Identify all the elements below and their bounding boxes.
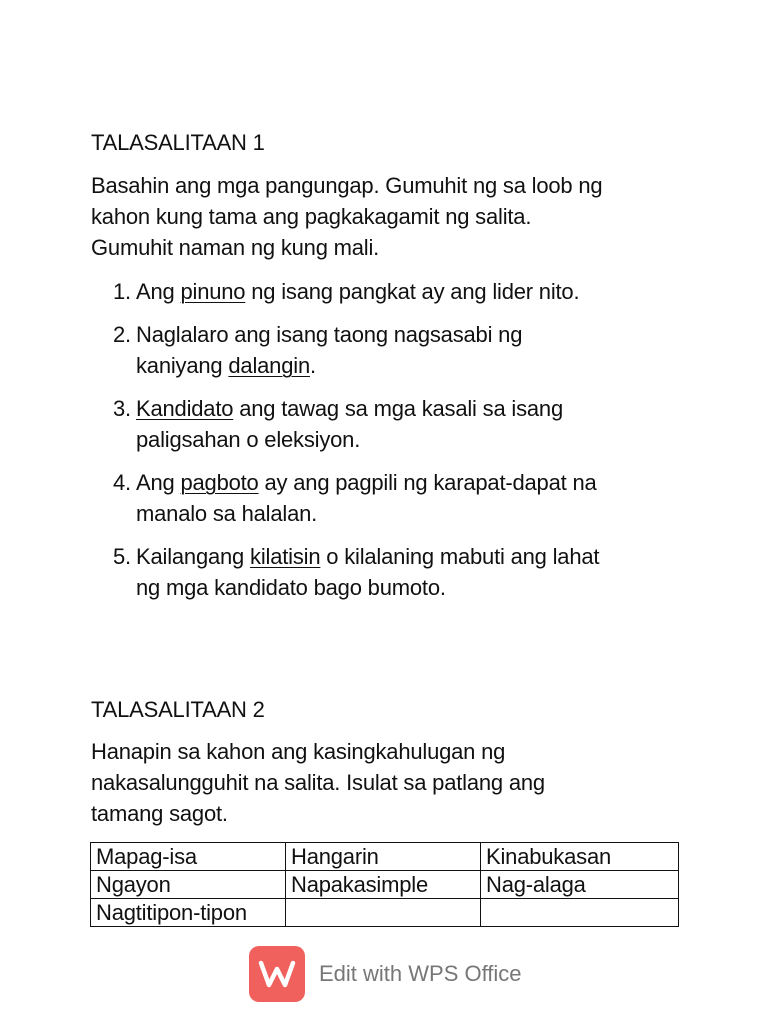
instruction-line: Hanapin sa kahon ang kasingkahulugan ng (91, 739, 506, 764)
section2-heading: TALASALITAAN 2 (91, 697, 265, 722)
wps-logo-icon (249, 946, 305, 1002)
item-line (136, 572, 711, 603)
item-line (136, 276, 711, 307)
underlined-word: dalangin (228, 353, 310, 378)
item-number: 4. (113, 470, 131, 495)
item-line (136, 498, 711, 529)
item-line (136, 541, 711, 572)
item-text: Ang (136, 279, 181, 304)
underlined-word: pinuno (180, 279, 246, 304)
section1-item-list (91, 276, 711, 615)
table-row (91, 843, 679, 871)
item-number: 1. (113, 279, 131, 304)
instruction-line: tamang sagot. (91, 801, 228, 826)
instruction-line: kahon kung tama ang pagkakagamit ng salita. (91, 204, 532, 229)
item-number: 3. (113, 396, 131, 421)
section1-instructions (91, 170, 711, 263)
instruction-line: nakasalungguhit na salita. Isulat sa patlang ang (91, 770, 545, 795)
item-line (136, 319, 711, 350)
table-cell (286, 899, 481, 927)
underlined-word: pagboto (180, 470, 259, 495)
list-item (91, 393, 711, 455)
table-row (91, 899, 679, 927)
item-text: Ang (136, 470, 181, 495)
item-line (136, 424, 711, 455)
table-row (91, 871, 679, 899)
item-text: manalo sa halalan. (136, 501, 318, 526)
item-text: ang tawag sa mga kasali sa isang (233, 396, 564, 421)
table-cell: Nagtitipon-tipon (91, 899, 286, 927)
list-item (91, 467, 711, 529)
table-cell: Hangarin (286, 843, 481, 871)
item-text: paligsahan o eleksiyon. (136, 427, 361, 452)
list-item (91, 541, 711, 603)
table-cell: Kinabukasan (481, 843, 679, 871)
instruction-line: Basahin ang mga pangungap. Gumuhit ng sa loob ng (91, 173, 603, 198)
underlined-word: Kandidato (136, 396, 234, 421)
item-text: ng isang pangkat ay ang lider nito. (245, 279, 580, 304)
table-cell: Mapag-isa (91, 843, 286, 871)
list-item (91, 276, 711, 307)
table-cell: Napakasimple (286, 871, 481, 899)
item-text: . (309, 353, 316, 378)
table-cell: Nag-alaga (481, 871, 679, 899)
table-cell: Ngayon (91, 871, 286, 899)
item-text: Kailangang (136, 544, 251, 569)
item-line (136, 467, 711, 498)
item-text: kaniyang (136, 353, 229, 378)
underlined-word: kilatisin (250, 544, 321, 569)
item-text: o kilalaning mabuti ang lahat (320, 544, 600, 569)
word-choices-table (90, 842, 679, 927)
item-number: 2. (113, 322, 131, 347)
item-text: ng mga kandidato bago bumoto. (136, 575, 446, 600)
item-line (136, 393, 711, 424)
instruction-line: Gumuhit naman ng kung mali. (91, 235, 380, 260)
edit-with-wps-button[interactable] (249, 946, 522, 1002)
table-cell (481, 899, 679, 927)
section1-heading: TALASALITAAN 1 (91, 130, 265, 155)
section2-instructions (91, 736, 711, 829)
list-item (91, 319, 711, 381)
item-text: ay ang pagpili ng karapat-dapat na (258, 470, 597, 495)
edit-with-wps-label: Edit with WPS Office (319, 961, 522, 986)
item-number: 5. (113, 544, 131, 569)
item-line (136, 350, 711, 381)
item-text: Naglalaro ang isang taong nagsasabi ng (136, 322, 523, 347)
